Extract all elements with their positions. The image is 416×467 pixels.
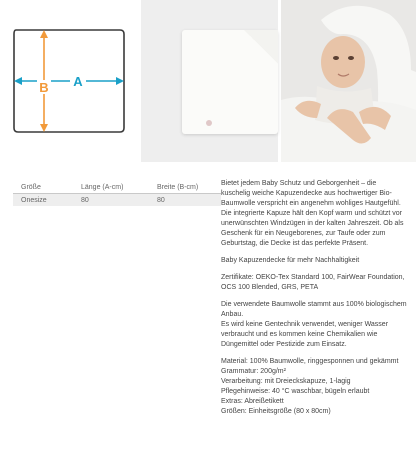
spec-processing: Verarbeitung: mit Dreieckskapuze, 1-lagig xyxy=(221,378,351,385)
size-diagram xyxy=(0,0,138,162)
product-photo-baby[interactable] xyxy=(281,0,416,162)
spec-material: Material: 100% Baumwolle, ringgesponnen und gekämmt xyxy=(221,358,399,365)
label-a: A xyxy=(73,74,83,89)
size-table-header xyxy=(13,181,221,194)
cell-width: 80 xyxy=(149,194,221,207)
product-description xyxy=(221,179,407,417)
blanket-tag xyxy=(206,120,212,126)
description-certificates: Zertifikate: OEKO-Tex Standard 100, FairWear Foundation, OCS 100 Blended, GRS, PETA xyxy=(221,274,405,291)
label-b: B xyxy=(39,80,49,95)
header-width: Breite (B-cm) xyxy=(149,181,221,194)
spec-extras: Extras: Abreißetikett xyxy=(221,398,284,405)
header-length: Länge (A-cm) xyxy=(73,181,149,194)
cell-length: 80 xyxy=(73,194,149,207)
arrow-a xyxy=(14,77,124,85)
spec-care: Pflegehinweise: 40 °C waschbar, bügeln erlaubt xyxy=(221,388,370,395)
cell-size: Onesize xyxy=(13,194,73,207)
description-cotton: Die verwendete Baumwolle stammt aus 100% biologischem Anbau. xyxy=(221,301,407,318)
table-row xyxy=(13,194,221,207)
spec-size: Größen: Einheitsgröße (80 x 80cm) xyxy=(221,408,331,415)
spec-weight: Grammatur: 200g/m² xyxy=(221,368,286,375)
folded-blanket xyxy=(182,30,278,134)
size-table xyxy=(13,181,221,206)
header-size: Größe xyxy=(13,181,73,194)
baby-photo-illustration xyxy=(281,0,416,162)
product-photo-blanket[interactable] xyxy=(141,0,278,162)
description-gmo: Es wird keine Gentechnik verwendet, weniger Wasser verbraucht und es kommen keine Chemikalien wie Düngemittel oder Pestizide zum Einsatz. xyxy=(221,321,389,348)
size-diagram-graphic xyxy=(0,0,138,162)
description-tagline: Baby Kapuzendecke für mehr Nachhaltigkeit xyxy=(221,257,360,264)
description-intro: Bietet jedem Baby Schutz und Geborgenheit – die kuschelig weiche Kapuzendecke aus hochwertiger Bio-Baumwolle verspricht ein angenehm wohliges Hautgefühl. Die integrierte Kapuze hält den Kopf warm und schützt vor unerwünschten Windzügen in der kalten Jahreszeit. Ob als Geschenk für ein Neugeborenes, zur Taufe oder zum Geburtstag, die Decke ist das perfekte Präsent. xyxy=(221,180,404,247)
